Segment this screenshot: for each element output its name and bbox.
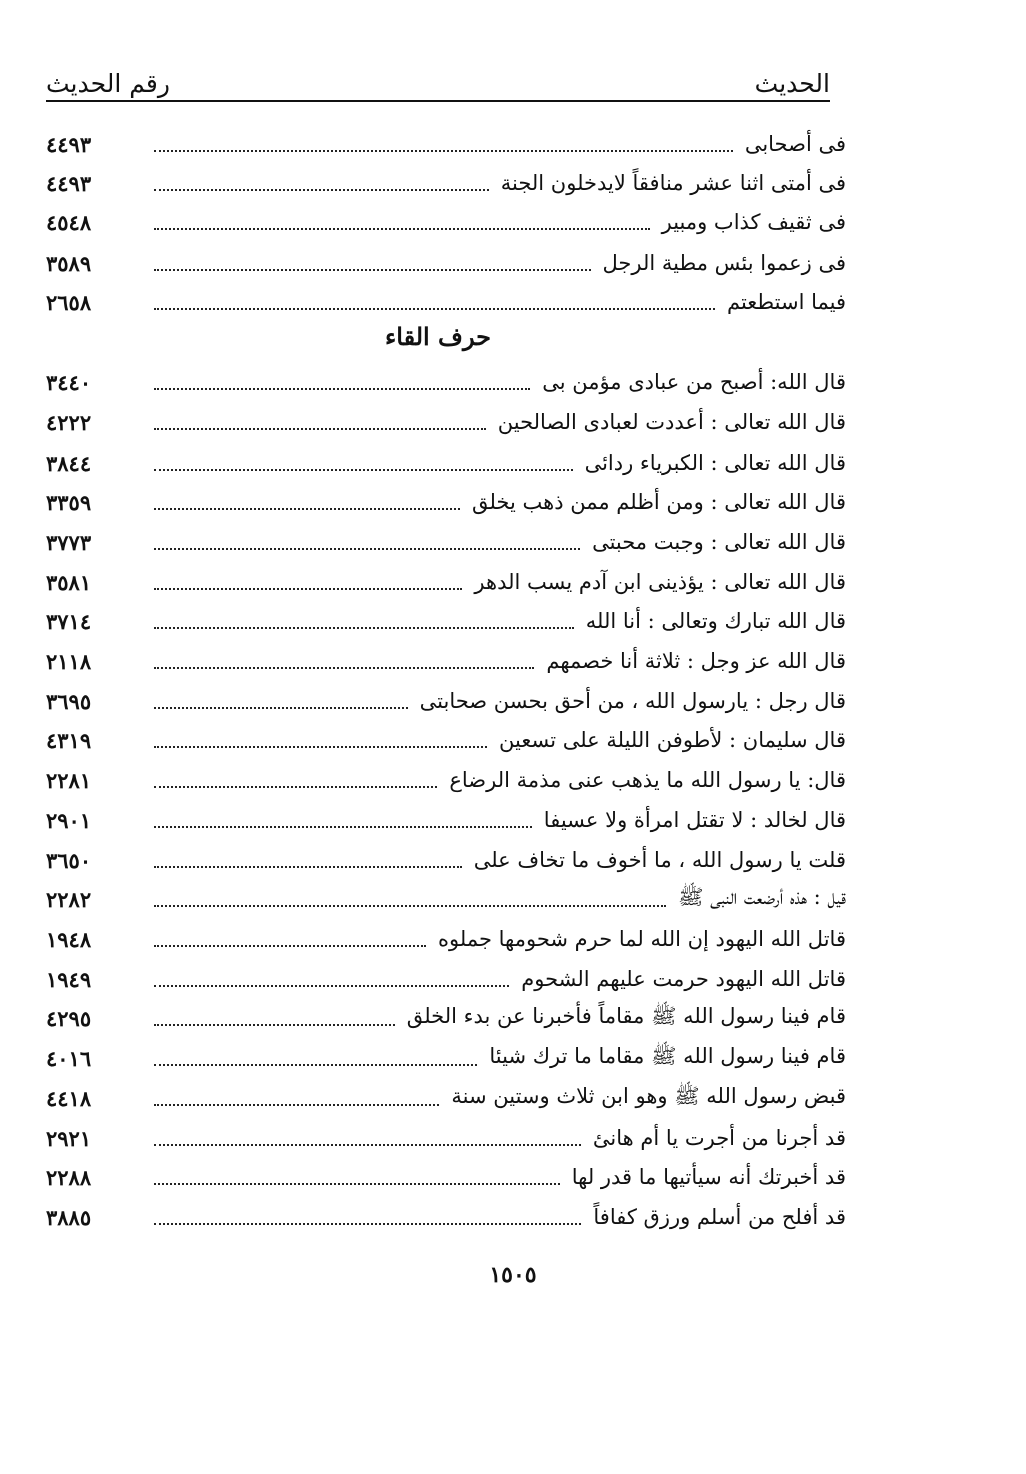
leader-dots [154, 1223, 581, 1225]
list-item [46, 1197, 846, 1237]
list-item [46, 163, 846, 203]
entry-text: فى زعموا بئس مطية الرجل [602, 251, 846, 275]
entry-number: ١٩٤٩ [46, 966, 92, 992]
leader-dots [154, 627, 574, 629]
entry-text: قال الله تعالى : أعددت لعبادى الصالحين [497, 410, 846, 434]
list-item [46, 720, 846, 760]
entry-text: قاتل الله اليهود إن الله لما حرم شحومها جملوه [438, 927, 846, 951]
entry-number: ٢٩٠١ [46, 807, 92, 833]
header-hadith-label: الحديث [754, 69, 830, 98]
list-item [46, 879, 846, 919]
entry-text: قال الله تعالى : وجبت محبتى [592, 530, 846, 554]
entry-text: فى ثقيف كذاب ومبير [661, 210, 846, 234]
list-item [46, 202, 846, 242]
list-item [46, 1078, 846, 1118]
entry-number: ٤٤٩٣ [46, 170, 92, 196]
entry-number: ٣٦٥٠ [46, 847, 92, 873]
list-item [46, 760, 846, 800]
leader-dots [154, 905, 666, 907]
list-item [46, 124, 846, 164]
entry-text: قاتل الله اليهود حرمت عليهم الشحوم [521, 967, 846, 991]
leader-dots [154, 786, 437, 788]
entry-number: ١٩٤٨ [46, 926, 92, 952]
entry-number: ٣٥٨٩ [46, 250, 92, 276]
list-item [46, 1038, 846, 1078]
entry-number: ٢٢٨٢ [46, 886, 92, 912]
entry-number: ٤٤١٨ [46, 1085, 92, 1111]
list-item [46, 282, 846, 322]
entry-number: ٣٤٤٠ [46, 369, 92, 395]
list-item [46, 443, 846, 483]
list-item [46, 641, 846, 681]
list-item [46, 243, 846, 283]
entry-number: ٢٩٢١ [46, 1125, 92, 1151]
entry-number: ٤٢٢٢ [46, 409, 92, 435]
entry-number: ٤٠١٦ [46, 1045, 92, 1071]
leader-dots [154, 1024, 395, 1026]
entry-text: قال لخالد : لا تقتل امرأة ولا عسيفا [543, 808, 846, 832]
leader-dots [154, 707, 408, 709]
section-title: حرف القاء [384, 322, 492, 351]
leader-dots [154, 308, 715, 310]
entry-text: قام فينا رسول الله ﷺ مقاماً فأخبرنا عن بدء الخلق [406, 1003, 846, 1028]
entry-number: ٣٨٤٤ [46, 450, 92, 476]
leader-dots [154, 746, 487, 748]
entry-number: ٤٥٤٨ [46, 209, 92, 235]
entry-text: قال الله تعالى : الكبرياء ردائى [584, 451, 846, 475]
leader-dots [154, 469, 573, 471]
entry-text: قال الله: أصبح من عبادى مؤمن بى [542, 370, 846, 394]
entry-number: ٣٦٩٥ [46, 688, 92, 714]
entry-text: فى أصحابى [744, 132, 846, 156]
leader-dots [154, 945, 426, 947]
leader-dots [154, 388, 530, 390]
entry-text: قال سليمان : لأطوفن الليلة على تسعين [499, 728, 846, 752]
entry-number: ٣٧٧٣ [46, 529, 92, 555]
list-item [46, 1157, 846, 1197]
list-item [46, 840, 846, 880]
leader-dots [154, 1183, 560, 1185]
list-item [46, 562, 846, 602]
entry-number: ٤٢٩٥ [46, 1005, 92, 1031]
list-item [46, 998, 846, 1038]
entry-number: ٣٣٥٩ [46, 489, 92, 515]
entry-text: فى أمتى اثنا عشر منافقاً لايدخلون الجنة [500, 171, 846, 195]
entry-text: قال الله عز وجل : ثلاثة أنا خصمهم [546, 649, 846, 673]
list-item [46, 362, 846, 402]
entry-text: قبض رسول الله ﷺ وهو ابن ثلاث وستين سنة [451, 1083, 846, 1108]
leader-dots [154, 588, 462, 590]
entry-text: قد أفلح من أسلم ورزق كفافاً [593, 1205, 846, 1229]
leader-dots [154, 428, 486, 430]
entry-text: قلت يا رسول الله ، ما أخوف ما تخاف على [473, 848, 846, 872]
leader-dots [154, 150, 733, 152]
leader-dots [154, 1064, 477, 1066]
entry-text: قيل : هذه أرضعت النبى ﷺ [678, 884, 846, 909]
entry-number: ٢١١٨ [46, 648, 92, 674]
leader-dots [154, 1144, 581, 1146]
leader-dots [154, 508, 460, 510]
list-item [46, 1118, 846, 1158]
entry-number: ٢٢٨١ [46, 767, 92, 793]
leader-dots [154, 667, 534, 669]
entry-number: ٣٨٨٥ [46, 1204, 92, 1230]
list-item [46, 681, 846, 721]
entry-number: ٤٤٩٣ [46, 131, 92, 157]
leader-dots [154, 189, 489, 191]
list-item [46, 482, 846, 522]
entry-text: قد أجرنا من أجرت يا أم هانئ [592, 1126, 846, 1150]
list-item [46, 402, 846, 442]
list-item [46, 959, 846, 999]
entry-number: ٢٢٨٨ [46, 1164, 92, 1190]
entry-text: قال: يا رسول الله ما يذهب عنى مذمة الرضاع [449, 768, 846, 792]
leader-dots [154, 1104, 439, 1106]
header-number-label: رقم الحديث [46, 69, 170, 98]
page-number: ١٥٠٥ [489, 1262, 537, 1288]
entry-text: قام فينا رسول الله ﷺ مقاما ما ترك شيئا [489, 1043, 846, 1068]
entry-text: قال الله تعالى : يؤذينى ابن آدم يسب الدهر [474, 570, 846, 594]
leader-dots [154, 826, 532, 828]
entry-text: قال رجل : يارسول الله ، من أحق بحسن صحابتى [419, 689, 846, 713]
page-header [46, 58, 830, 102]
leader-dots [154, 269, 591, 271]
entry-text: قال الله تبارك وتعالى : أنا الله [585, 609, 846, 633]
list-item [46, 601, 846, 641]
leader-dots [154, 548, 580, 550]
leader-dots [154, 228, 650, 230]
entry-text: فيما استطعتم [726, 290, 846, 314]
list-item [46, 919, 846, 959]
entry-text: قال الله تعالى : ومن أظلم ممن ذهب يخلق [471, 490, 846, 514]
leader-dots [154, 866, 462, 868]
leader-dots [154, 985, 509, 987]
entry-number: ٣٥٨١ [46, 569, 92, 595]
list-item [46, 522, 846, 562]
entry-number: ٢٦٥٨ [46, 289, 92, 315]
entry-text: قد أخبرتك أنه سيأتيها ما قدر لها [571, 1165, 846, 1189]
entry-number: ٤٣١٩ [46, 727, 92, 753]
list-item [46, 800, 846, 840]
entry-number: ٣٧١٤ [46, 608, 92, 634]
